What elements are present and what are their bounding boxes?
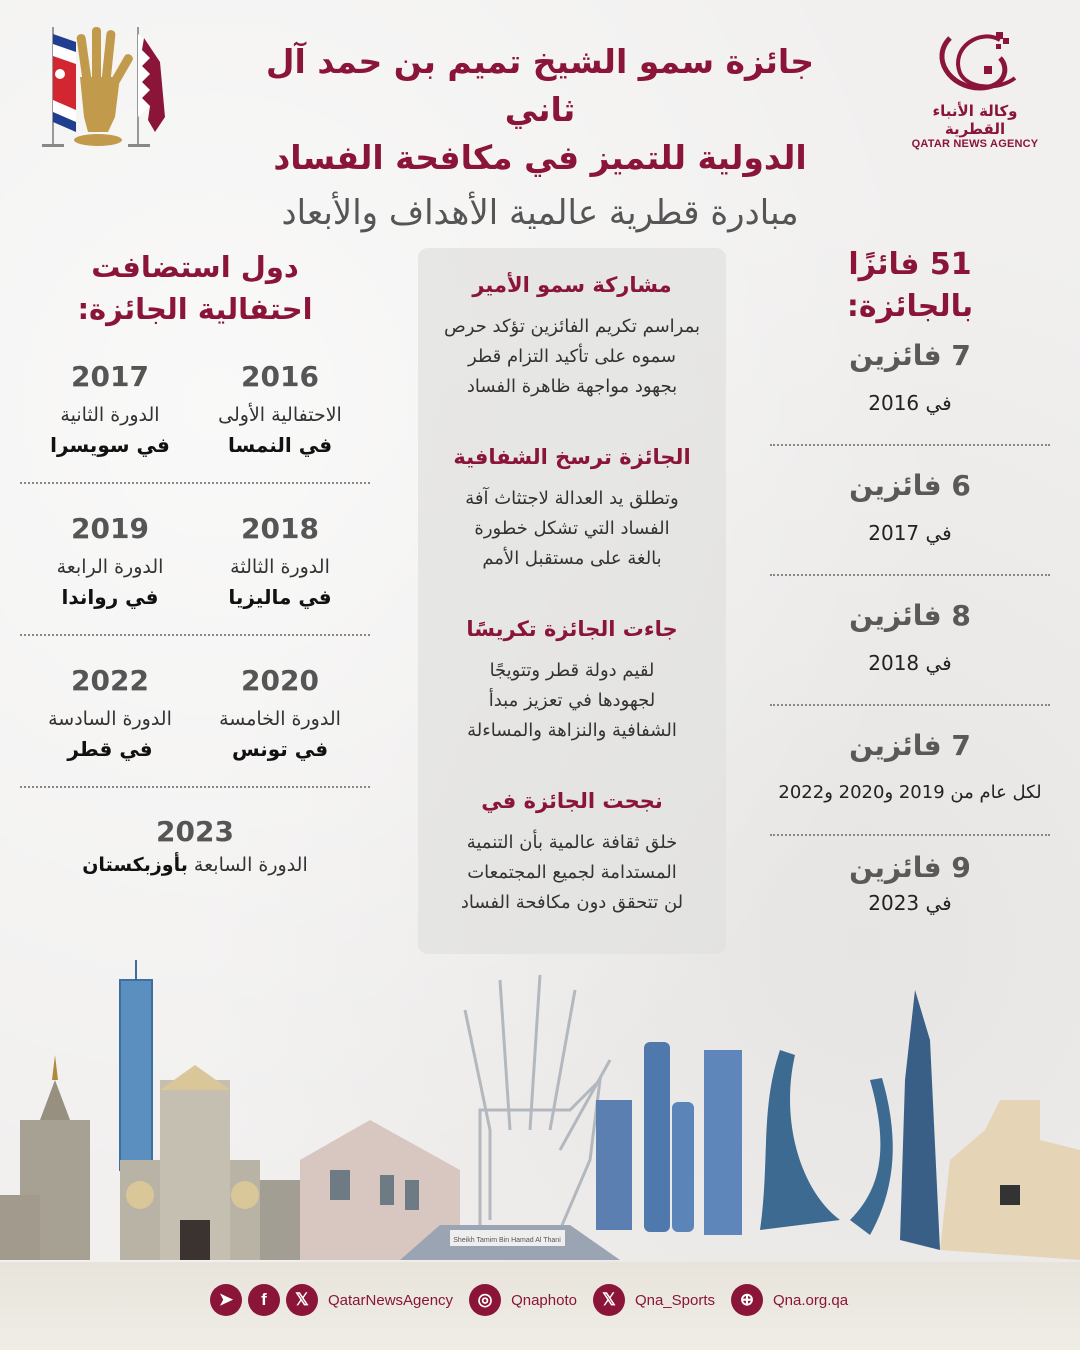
host-country: في ماليزيا — [228, 585, 332, 609]
highlight-block — [418, 784, 726, 918]
highlight-heading: نجحت الجائزة في — [481, 789, 663, 813]
host-year: 2016 — [241, 360, 319, 393]
page-title — [230, 38, 850, 238]
highlight-line: بالغة على مستقبل الأمم — [482, 548, 662, 569]
x-sports-handle[interactable]: Qna_Sports — [634, 1291, 715, 1309]
x-icon[interactable]: 𝕏 — [286, 1284, 318, 1316]
qna-emblem-icon — [930, 28, 1020, 98]
host-year: 2023 — [156, 815, 234, 848]
skyline-illustration — [0, 960, 1080, 1280]
winners-year: في 2023 — [868, 891, 952, 915]
host-year: 2018 — [241, 512, 319, 545]
highlight-text — [418, 656, 726, 746]
winners-year: في 2018 — [868, 651, 952, 675]
winners-year: في 2017 — [868, 521, 952, 545]
highlight-line: لقيم دولة قطر وتتويجًا — [489, 660, 655, 681]
highlight-heading: جاءت الجائزة تكريسًا — [466, 617, 678, 641]
winners-heading-line-2: بالجائزة: — [846, 289, 974, 324]
highlight-line: لن تتحقق دون مكافحة الفساد — [460, 892, 684, 913]
hosts-heading-line-1: دول استضافت — [91, 250, 299, 284]
winners-heading-line-1: 51 فائزًا — [848, 247, 972, 282]
logo-english-text: QATAR NEWS AGENCY — [911, 138, 1039, 150]
winners-item — [770, 848, 1050, 930]
facebook-icon[interactable]: f — [248, 1284, 280, 1316]
x-sports-icon[interactable]: 𝕏 — [593, 1284, 625, 1316]
highlight-block — [418, 612, 726, 746]
host-countries-section — [20, 246, 370, 880]
highlight-heading: مشاركة سمو الأمير — [472, 273, 672, 297]
winners-count: 7 فائزين — [849, 339, 971, 372]
host-item — [30, 510, 190, 612]
highlight-line: لجهودها في تعزيز مبدأ — [488, 690, 656, 711]
highlight-line: المستدامة لجميع المجتمعات — [467, 862, 677, 883]
host-edition: الدورة السابعة — [193, 854, 308, 876]
winners-section — [770, 244, 1050, 930]
winners-count: 8 فائزين — [849, 599, 971, 632]
host-row — [20, 662, 370, 764]
winners-count: 6 فائزين — [849, 469, 971, 502]
title-line-2: الدولية للتميز في مكافحة الفساد — [273, 138, 807, 177]
divider — [770, 444, 1050, 446]
highlight-text — [418, 828, 726, 918]
host-year: 2020 — [241, 664, 319, 697]
host-country: في رواندا — [61, 585, 159, 609]
highlight-heading: الجائزة ترسخ الشفافية — [453, 445, 691, 469]
highlight-text — [418, 484, 726, 574]
hosts-heading-line-2: احتفالية الجائزة: — [77, 292, 313, 326]
telegram-icon[interactable]: ➤ — [210, 1284, 242, 1316]
golden-hand-trophy-icon — [74, 27, 134, 146]
winners-count: 7 فائزين — [849, 729, 971, 762]
host-edition: الدورة الخامسة — [219, 708, 341, 730]
instagram-icon[interactable]: ◎ — [469, 1284, 501, 1316]
host-year: 2022 — [71, 664, 149, 697]
divider — [20, 786, 370, 788]
host-item — [200, 662, 360, 764]
highlight-line: بمراسم تكريم الفائزين تؤكد حرص — [443, 316, 701, 337]
instagram-handle[interactable]: Qnaphoto — [511, 1291, 577, 1309]
host-year: 2017 — [71, 360, 149, 393]
host-edition-line — [20, 850, 370, 880]
host-year: 2019 — [71, 512, 149, 545]
highlight-block — [418, 440, 726, 574]
social-handle-main[interactable]: QatarNewsAgency — [328, 1291, 454, 1309]
highlight-block — [418, 268, 726, 402]
highlight-line: خلق ثقافة عالمية بأن التنمية — [466, 832, 678, 853]
costa-rica-buildings-icon — [0, 960, 460, 1260]
host-item-last — [20, 814, 370, 880]
host-country: بأوزبكستان — [82, 854, 188, 876]
logo-arabic-text: وكالة الأنباء القطرية — [932, 102, 1018, 138]
winners-year: في 2016 — [868, 391, 952, 415]
winners-year: لكل عام من 2019 و2020 و2022 — [778, 782, 1042, 803]
host-country: في تونس — [231, 737, 329, 761]
qna-logo — [900, 28, 1050, 150]
divider — [770, 834, 1050, 836]
winners-count: 9 فائزين — [849, 851, 971, 884]
host-row — [20, 358, 370, 460]
highlight-line: بجهود مواجهة ظاهرة الفساد — [466, 376, 678, 397]
host-item — [30, 358, 190, 460]
host-item — [200, 358, 360, 460]
host-edition: الدورة السادسة — [48, 708, 172, 730]
highlight-line: سموه على تأكيد التزام قطر — [467, 346, 677, 367]
highlight-line: الفساد التي تشكل خطورة — [474, 518, 670, 539]
host-edition: الدورة الثانية — [60, 404, 160, 426]
divider — [20, 482, 370, 484]
hand-monument-icon — [465, 975, 610, 1230]
flags-and-trophy-illustration — [20, 22, 170, 152]
winners-item — [770, 458, 1050, 560]
divider — [770, 704, 1050, 706]
host-edition: الدورة الرابعة — [56, 556, 164, 578]
host-edition: الدورة الثالثة — [230, 556, 330, 578]
highlight-text — [418, 312, 726, 402]
subtitle: مبادرة قطرية عالمية الأهداف والأبعاد — [281, 193, 799, 233]
host-country: في النمسا — [227, 433, 333, 457]
winners-item — [770, 718, 1050, 820]
qatar-flag-icon — [128, 27, 165, 147]
host-item — [200, 510, 360, 612]
divider — [20, 634, 370, 636]
title-line-1: جائزة سمو الشيخ تميم بن حمد آل ثاني — [265, 42, 815, 129]
highlight-line: الشفافية والنزاهة والمساءلة — [467, 720, 677, 741]
monument-plaque-text: Sheikh Tamim Bin Hamad Al Thani — [453, 1237, 561, 1244]
host-country: في سويسرا — [50, 433, 170, 457]
host-row — [20, 510, 370, 612]
website-link[interactable]: Qna.org.qa — [773, 1291, 849, 1309]
host-item — [30, 662, 190, 764]
winners-item — [770, 328, 1050, 430]
host-country: في قطر — [67, 737, 153, 761]
costa-rica-flag-icon — [42, 27, 76, 147]
host-edition: الاحتفالية الأولى — [218, 404, 342, 426]
social-footer — [210, 1282, 870, 1318]
winners-item — [770, 588, 1050, 690]
globe-icon[interactable]: ⊕ — [731, 1284, 763, 1316]
highlight-line: وتطلق يد العدالة لاجتثاث آفة — [465, 488, 679, 509]
divider — [770, 574, 1050, 576]
qatar-skyline-icon — [596, 990, 1080, 1260]
highlights-panel — [418, 248, 726, 954]
